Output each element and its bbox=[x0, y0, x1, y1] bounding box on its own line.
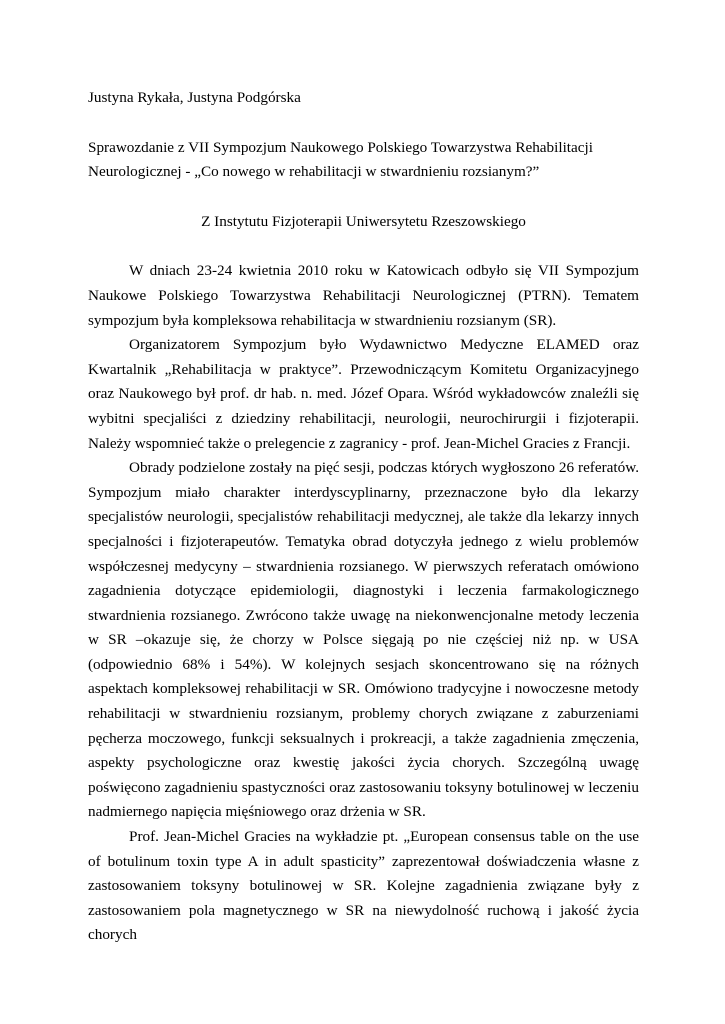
body-paragraph-1: W dniach 23-24 kwietnia 2010 roku w Katowicach odbyło się VII Sympozjum Naukowe Polskiego Towarzystwa Rehabilitacji Neurologicznej (PTRN). Tematem sympozjum była kompleksowa rehabilitacja w stwardnieniu rozsianym (SR). bbox=[88, 262, 639, 329]
body-paragraph-3: Obrady podzielone zostały na pięć sesji, podczas których wygłoszono 26 referatów. Sympozjum miało charakter interdyscyplinarny, przeznaczone było dla lekarzy specjalistów neurologii, specjalistów rehabilitacji medycznej, ale także dla lekarzy innych specjalności i fizjoterapeutów. Tematyka obrad dotyczyła jednego z wielu problemów współczesnej medycyny – stwardnienia rozsianego. W pierwszych referatach omówiono zagadnienia dotyczące epidemiologii, diagnostyki i leczenia farmakologicznego stwardnienia rozsianego. Zwrócono także uwagę na niekonwencjonalne metody leczenia w SR –okazuje się, że chorzy w Polsce sięgają po nie częściej niż np. w USA (odpowiednio 68% i 54%). W kolejnych sesjach skoncentrowano się na różnych aspektach kompleksowej rehabilitacji w SR. Omówiono tradycyjne i nowoczesne metody rehabilitacji w stwardnieniu rozsianym, problemy chorych związane z zaburzeniami pęcherza moczowego, funkcji seksualnych i prokreacji, a także zagadnienia zmęczenia, aspekty psychologiczne oraz kwestię jakości życia chorych. Szczególną uwagę poświęcono zagadnieniu spastyczności oraz zastosowaniu toksyny botulinowej w leczeniu nadmiernego napięcia mięśniowego oraz drżenia w SR. bbox=[88, 459, 639, 821]
authors-line: Justyna Rykała, Justyna Podgórska bbox=[88, 89, 301, 106]
body-paragraph-4: Prof. Jean-Michel Gracies na wykładzie pt. „European consensus table on the use of botulinum toxin type A in adult spasticity” zaprezentował doświadczenia własne z zastosowaniem toksyny botulinowej w SR. Kolejne zagadnienia związane były z zastosowaniem pola magnetycznego w SR na niewydolność ruchową i jakość życia chorych bbox=[88, 828, 639, 944]
affiliation-line: Z Instytutu Fizjoterapii Uniwersytetu Rzeszowskiego bbox=[201, 212, 526, 230]
document-page bbox=[88, 86, 639, 948]
body-paragraph-2: Organizatorem Sympozjum było Wydawnictwo Medyczne ELAMED oraz Kwartalnik „Rehabilitacja w praktyce”. Przewodniczącym Komitetu Organizacyjnego oraz Naukowego był prof. dr hab. n. med. Józef Opara. Wśród wykładowców znaleźli się wybitni specjaliści z dziedziny rehabilitacji, neurologii, neurochirurgii i fizjoterapii. Należy wspomnieć także o prelegencie z zagranicy - prof. Jean-Michel Gracies z Francji. bbox=[88, 336, 639, 452]
report-title: Sprawozdanie z VII Sympozjum Naukowego Polskiego Towarzystwa Rehabilitacji Neurologicznej - „Co nowego w rehabilitacji w stwardnieniu rozsianym?” bbox=[88, 138, 593, 181]
